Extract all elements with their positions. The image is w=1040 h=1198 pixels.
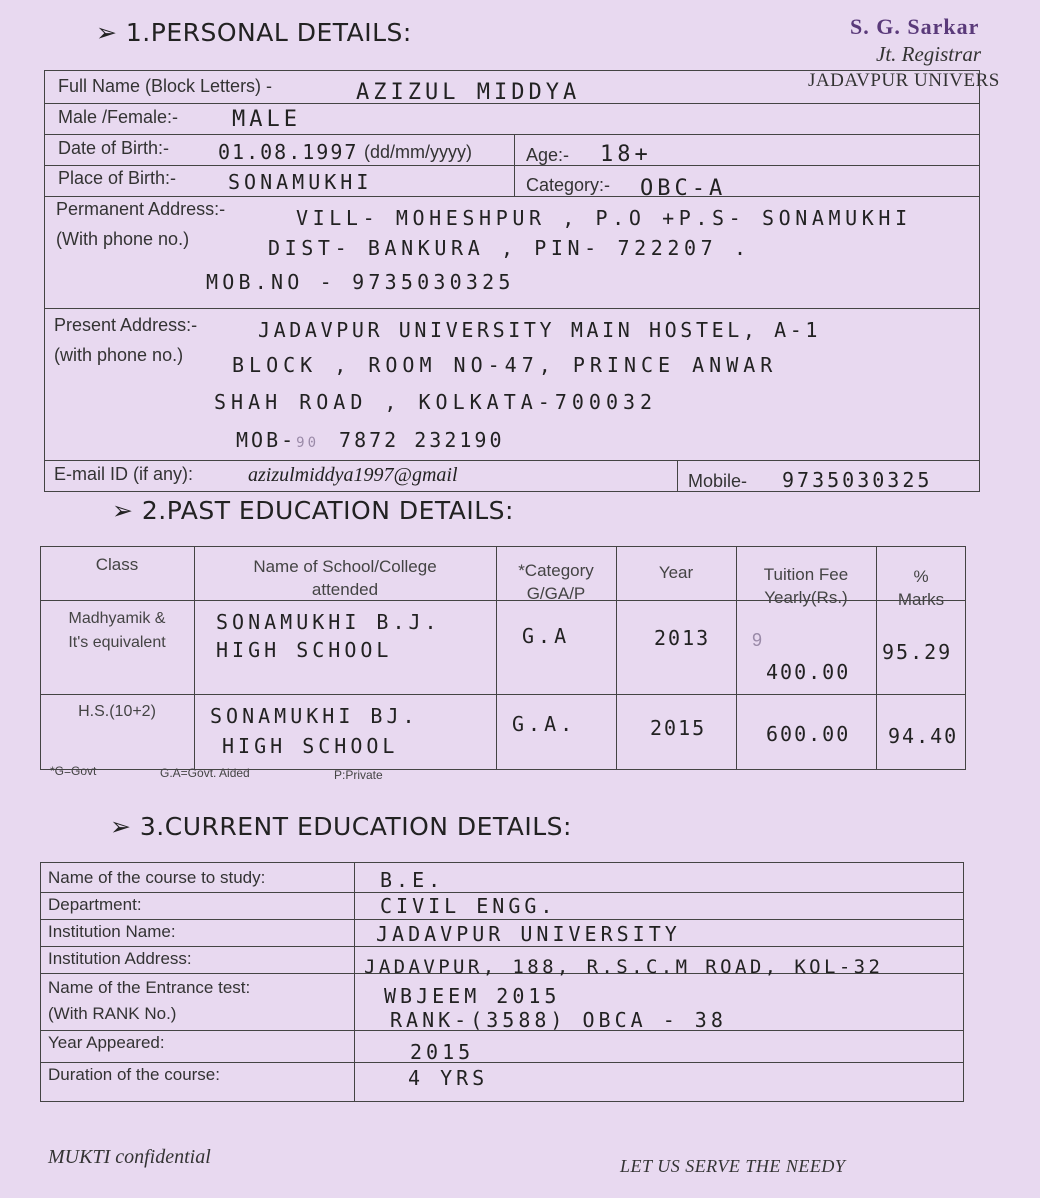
present-mobile-prefix: MOB- (236, 428, 297, 452)
course-value: B.E. (380, 868, 445, 892)
category-label: Category:- (526, 175, 611, 195)
dob-value: 01.08.1997 (218, 140, 359, 164)
table-row-divider (40, 919, 964, 920)
entrance-test-value: WBJEEM 2015 (384, 984, 561, 1008)
header-fee-line-2: Yearly(Rs.) (764, 587, 848, 607)
table-row-divider (40, 1062, 964, 1063)
row-1-marks: 95.29 (882, 640, 953, 664)
table-row-1-class (40, 607, 194, 655)
section-personal-title: ➢ 1.PERSONAL DETAILS: (96, 18, 412, 47)
footer-confidential: MUKTI confidential (48, 1146, 211, 1168)
row-2-category: G.A. (512, 712, 577, 736)
header-class-text: Class (95, 555, 139, 574)
permanent-address-label: Permanent Address:- (56, 199, 226, 219)
email-label: E-mail ID (if any): (54, 464, 194, 484)
email-value: azizulmiddya1997@gmail (248, 464, 458, 486)
institution-value: JADAVPUR UNIVERSITY (376, 922, 681, 946)
full-name-value: AZIZUL MIDDYA (356, 80, 581, 105)
course-label: Name of the course to study: (48, 868, 266, 887)
permanent-address-line-1: VILL- MOHESHPUR , P.O +P.S- SONAMUKHI (296, 206, 912, 230)
stamp-role: Jt. Registrar (876, 42, 981, 66)
mobile-label: Mobile- (688, 471, 748, 491)
footnote-private: P:Private (334, 768, 383, 782)
header-marks-line-1: % (913, 567, 929, 586)
pob-value: SONAMUKHI (228, 170, 373, 194)
stamp-name: S. G. Sarkar (850, 14, 980, 39)
present-address-line-1: JADAVPUR UNIVERSITY MAIN HOSTEL, A-1 (258, 318, 822, 342)
divider (44, 165, 980, 166)
row-1-school-line-1: SONAMUKHI B.J. (216, 610, 441, 634)
footnote-govt: *G=Govt (50, 764, 97, 778)
row-1-category: G.A (522, 624, 571, 648)
dob-label: Date of Birth:- (58, 138, 170, 158)
row-1-year: 2013 (654, 626, 711, 650)
present-address-line-2: BLOCK , ROOM NO-47, PRINCE ANWAR (232, 353, 778, 377)
duration-value: 4 YRS (408, 1066, 489, 1090)
table-row-divider (40, 892, 964, 893)
row-2-year: 2015 (650, 716, 707, 740)
footnote-aided: G.A=Govt. Aided (160, 766, 250, 780)
divider (44, 308, 980, 309)
row-1-school-line-2: HIGH SCHOOL (216, 638, 393, 662)
row-1-fee-strikeout: 9 (752, 630, 763, 650)
header-category (496, 560, 616, 606)
header-class (40, 554, 194, 577)
mobile-value: 9735030325 (782, 468, 933, 492)
divider (514, 134, 515, 196)
table-col-divider (354, 862, 355, 1102)
table-row-divider (40, 946, 964, 947)
divider (44, 134, 980, 135)
permanent-address-line-2: DIST- BANKURA , PIN- 722207 . (268, 236, 751, 260)
row-1-fee: 400.00 (766, 660, 851, 684)
pob-label: Place of Birth:- (58, 168, 177, 188)
present-address-sublabel: (with phone no.) (54, 345, 184, 365)
footer-motto: LET US SERVE THE NEEDY (620, 1156, 846, 1176)
row-2-school-line-2: HIGH SCHOOL (222, 734, 399, 758)
section-past-title: ➢ 2.PAST EDUCATION DETAILS: (112, 496, 514, 525)
header-category-line-2: G/GA/P (526, 583, 586, 603)
entrance-rank-value: RANK-(3588) OBCA - 38 (390, 1008, 727, 1032)
stamp-institution: JADAVPUR UNIVERS (808, 70, 1000, 91)
row-1-class-line-2: It's equivalent (68, 634, 166, 651)
age-value: 18+ (600, 142, 652, 167)
dob-format: (dd/mm/yyyy) (364, 142, 472, 162)
row-2-marks: 94.40 (888, 724, 959, 748)
table-row-2-class (40, 700, 194, 724)
row-2-fee: 600.00 (766, 722, 851, 746)
age-label: Age:- (526, 145, 570, 165)
present-address-label: Present Address:- (54, 315, 198, 335)
duration-label: Duration of the course: (48, 1065, 220, 1084)
present-mobile-line (236, 428, 504, 452)
header-year (616, 562, 736, 585)
divider (44, 196, 980, 197)
divider (677, 460, 678, 492)
row-2-class-line-1: H.S.(10+2) (78, 703, 156, 720)
header-category-line-1: *Category (518, 561, 594, 580)
header-school (194, 556, 496, 602)
institution-label: Institution Name: (48, 922, 176, 941)
entrance-sublabel: (With RANK No.) (48, 1004, 177, 1023)
gender-value: MALE (232, 107, 301, 132)
present-mobile-number: 7872 232190 (339, 428, 505, 452)
gender-label: Male /Female:- (58, 107, 179, 127)
table-row-divider (40, 694, 966, 695)
present-address-line-3: SHAH ROAD , KOLKATA-700032 (214, 390, 658, 414)
header-fee-line-1: Tuition Fee (763, 565, 849, 584)
header-fee (736, 564, 876, 610)
year-appeared-label: Year Appeared: (48, 1033, 165, 1052)
header-marks-line-2: Marks (897, 589, 945, 609)
divider (44, 460, 980, 461)
department-label: Department: (48, 895, 142, 914)
header-year-text: Year (658, 563, 694, 582)
permanent-address-sublabel: (With phone no.) (56, 229, 190, 249)
header-school-line-2: attended (311, 579, 379, 599)
header-school-line-1: Name of School/College (253, 557, 437, 576)
institution-address-value: JADAVPUR, 188, R.S.C.M ROAD, KOL-32 (364, 956, 884, 978)
year-appeared-value: 2015 (410, 1040, 475, 1064)
row-2-school-line-1: SONAMUKHI BJ. (210, 704, 419, 728)
section-current-title: ➢ 3.CURRENT EDUCATION DETAILS: (110, 812, 572, 841)
present-mobile-strikeout: 90 (296, 435, 320, 451)
institution-address-label: Institution Address: (48, 949, 192, 968)
department-value: CIVIL ENGG. (380, 894, 557, 918)
entrance-label: Name of the Entrance test: (48, 978, 251, 997)
full-name-label: Full Name (Block Letters) - (58, 76, 273, 96)
permanent-address-line-3: MOB.NO - 9735030325 (206, 270, 515, 294)
row-1-class-line-1: Madhyamik & (68, 610, 166, 627)
category-value: OBC-A (640, 176, 727, 201)
header-marks (876, 566, 966, 612)
